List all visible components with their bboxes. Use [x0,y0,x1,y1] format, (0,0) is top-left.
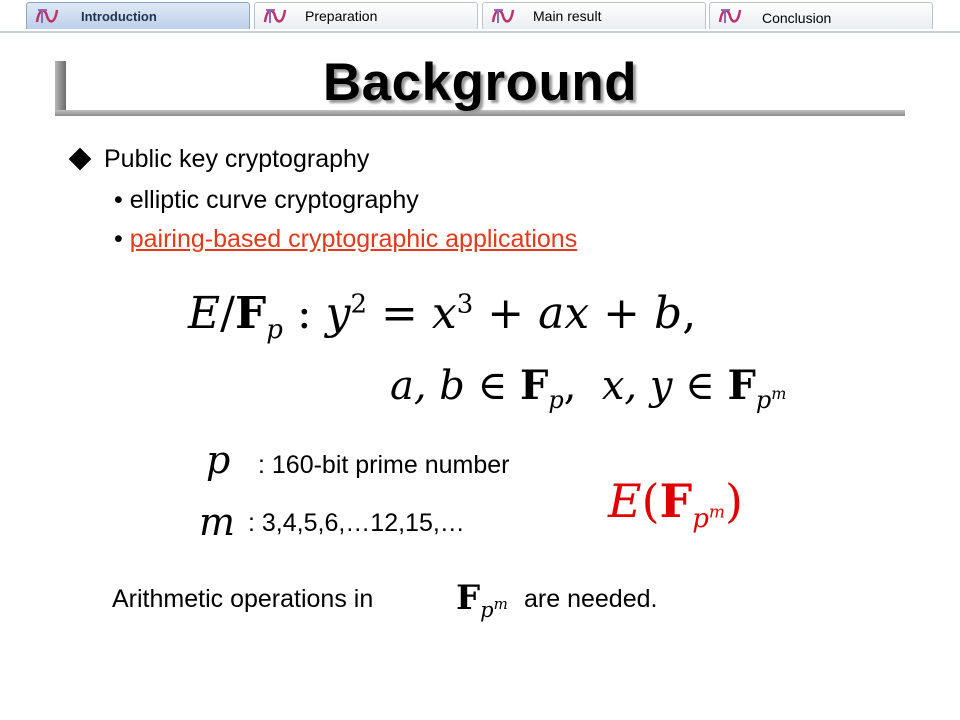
tab-conclusion[interactable] [709,2,933,29]
tab-label: Introduction [81,9,157,24]
p-description: : 160-bit prime number [258,451,510,479]
m-description: : 3,4,5,6,…12,15,… [248,509,465,537]
sub-bullet-ecc: • elliptic curve cryptography [114,186,419,214]
sub-bullet-pairing: • pairing-based cryptographic applications [114,225,578,253]
curve-group-formula: $E(F_{p^m})$ [608,474,743,535]
slide-title: Background [322,53,638,112]
logo-icon [491,6,515,26]
sub-bullet-text: elliptic curve cryptography [129,186,419,214]
pairing-link[interactable]: pairing-based cryptographic applications [129,225,578,253]
tab-label: Preparation [305,8,378,24]
bullet-public-key [66,145,369,174]
arithmetic-prefix: Arithmetic operations in [112,585,374,613]
tab-main-result[interactable] [482,2,706,29]
tab-divider [0,31,960,33]
curve-equation: $E/F_p$ : $y^2 = x^3$ + ax + b, [188,288,697,345]
bullet-text: Public key cryptography [104,145,370,173]
tab-label: Main result [533,8,602,24]
variable-m: m [199,500,236,544]
arithmetic-suffix: are needed. [524,585,658,613]
field-membership: a, b ∈ $F_p$, x, y ∈ $F_{p^m}$ [390,362,787,414]
tab-introduction[interactable] [26,2,250,29]
tab-preparation[interactable] [254,2,478,29]
tab-label: Conclusion [762,10,832,26]
navigation-tabs [0,0,960,34]
logo-icon [263,6,287,26]
logo-icon [718,6,742,26]
diamond-bullet-icon [69,148,92,171]
logo-icon [35,6,59,26]
variable-p: p [206,438,231,482]
extension-field-formula: $F_{p^m}$ [456,578,508,622]
